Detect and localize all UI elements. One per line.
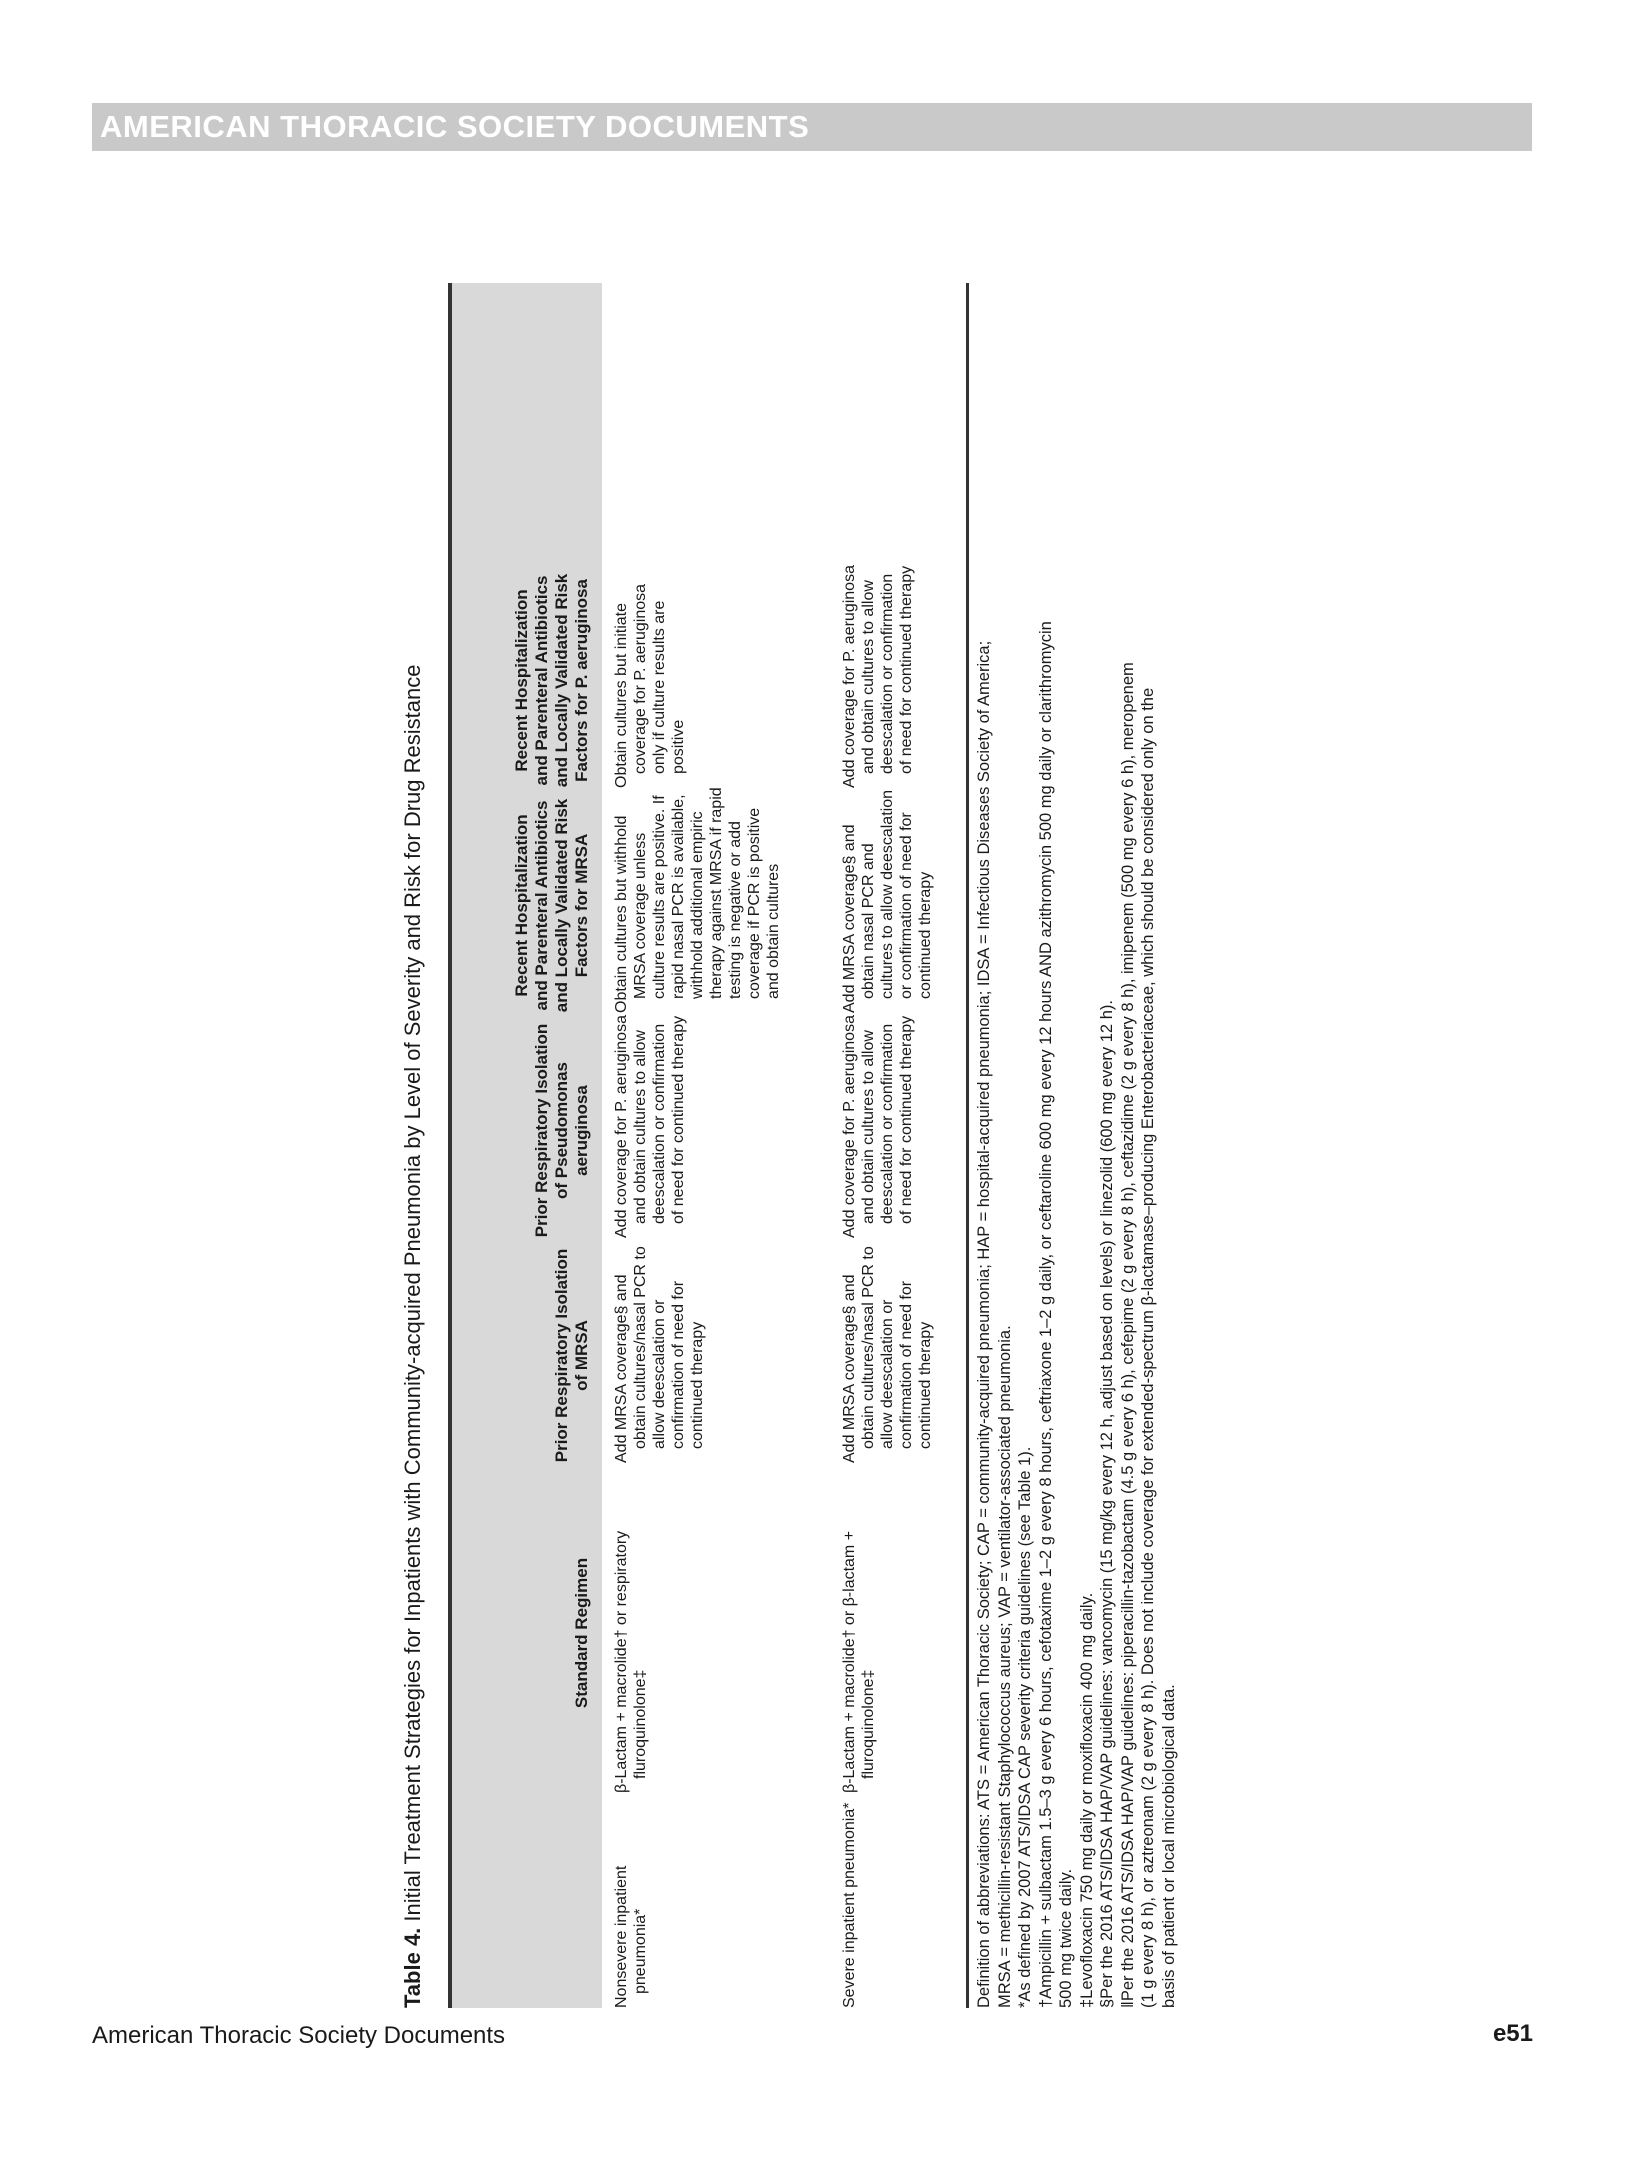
footnote: MRSA = methicillin-resistant Staphylococcus aureus; VAP = ventilator-associated pneumonia. bbox=[995, 1325, 1014, 2008]
header-standard-regimen: Standard Regimen bbox=[572, 1557, 591, 1709]
header-prior-pseudomonas: Prior Respiratory Isolation of Pseudomonas aeruginosa bbox=[532, 1023, 591, 1238]
cell-prior-mrsa: Add MRSA coverage§ and obtain cultures/nasal PCR to allow deescalation or confirmation of need for continued therapy bbox=[841, 1246, 934, 1463]
footnote: basis of patient or local microbiological data. bbox=[1159, 1684, 1178, 2008]
header-prior-mrsa: Prior Respiratory Isolation of MRSA bbox=[552, 1248, 591, 1463]
footnote: §Per the 2016 ATS/IDSA HAP/VAP guidelines: vancomycin (15 mg/kg every 12 h, adjust based on levels) or linezolid (600 mg every 12 h). bbox=[1098, 1000, 1116, 2008]
footnote: †Ampicillin + sulbactam 1.5–3 g every 6 hours, cefotaxime 1–2 g every 8 hours, ceftriaxone 1–2 g daily, or ceftaroline 600 mg every 12 hours AND azithromycin 500 mg daily or clarithromycin bbox=[1036, 621, 1055, 2008]
footnote: 500 mg twice daily. bbox=[1057, 1868, 1075, 2008]
cell-recent-mrsa: Obtain cultures but withhold MRSA coverage unless culture results are positive. If rapid nasal PCR is available, withhold additional empiric therapy against MRSA if rapid testing is negative or add coverage if PCR is positive and obtain cultures bbox=[613, 787, 782, 1013]
row-label: Nonsevere inpatient pneumonia* bbox=[613, 1865, 649, 2008]
page-number: e51 bbox=[1492, 2020, 1533, 2047]
cell-recent-mrsa: Add MRSA coverage§ and obtain nasal PCR and cultures to allow deescalation or confirmation of need for continued therapy bbox=[841, 789, 934, 1013]
header-recent-mrsa: Recent Hospitalization and Parenteral Antibiotics and Locally Validated Risk Factors for MRSA bbox=[512, 798, 591, 1013]
cell-standard: β-Lactam + macrolide† or β-lactam + fluroquinolone‡ bbox=[841, 1530, 877, 1793]
cell-prior-pseudomonas: Add coverage for P. aeruginosa and obtain cultures to allow deescalation or confirmation of need for continued therapy bbox=[841, 1015, 915, 1238]
cell-standard: β-Lactam + macrolide† or respiratory fluroquinolone‡ bbox=[613, 1530, 649, 1793]
row-label: Severe inpatient pneumonia* bbox=[841, 1802, 858, 2008]
journal-name: American Thoracic Society Documents bbox=[92, 2022, 506, 2049]
cell-prior-pseudomonas: Add coverage for P. aeruginosa and obtain cultures to allow deescalation or confirmation of need for continued therapy bbox=[613, 1015, 687, 1238]
cell-recent-pseudomonas: Add coverage for P. aeruginosa and obtain cultures to allow deescalation or confirmation of need for continued therapy bbox=[841, 565, 915, 788]
header-recent-pseudomonas: Recent Hospitalization and Parenteral Antibiotics and Locally Validated Risk Factors for P. aeruginosa bbox=[512, 573, 591, 788]
caption-text: Initial Treatment Strategies for Inpatients with Community-acquired Pneumonia by Level of Severity and Risk for Drug Resistance bbox=[400, 664, 425, 1922]
footnote: (1 g every 8 h), or aztreonam (2 g every 8 h). Does not include coverage for extended-spectrum β-lactamase–producing Enterobacteriaceae, which should be considered only on the bbox=[1139, 687, 1157, 2008]
footnote: *As defined by 2007 ATS/IDSA CAP severity criteria guidelines (see Table 1). bbox=[1016, 1446, 1034, 2008]
section-banner bbox=[92, 103, 1532, 151]
footnote: ‖Per the 2016 ATS/IDSA HAP/VAP guidelines: piperacillin-tazobactam (4.5 g every 6 h), cefepime (2 g every 8 h), ceftazidime (2 g every 8 h), imipenem (500 mg every 6 h), meropenem bbox=[1118, 662, 1137, 2008]
cell-recent-pseudomonas: Obtain cultures but initiate coverage for P. aeruginosa only if culture results are positive bbox=[613, 583, 687, 788]
rotated-table-block bbox=[400, 283, 1210, 2008]
table-bottom-rule bbox=[966, 283, 969, 2008]
table-footnotes bbox=[974, 283, 1179, 2008]
caption-label: Table 4. bbox=[400, 1927, 425, 2008]
banner-title: AMERICAN THORACIC SOCIETY DOCUMENTS bbox=[100, 109, 810, 144]
footnote: Definition of abbreviations: ATS = American Thoracic Society; CAP = community-acquired pneumonia; HAP = hospital-acquired pneumonia; IDSA = Infectious Diseases Society of America; bbox=[975, 640, 993, 2008]
footnote: ‡Levofloxacin 750 mg daily or moxifloxacin 400 mg daily. bbox=[1077, 1592, 1096, 2008]
cell-prior-mrsa: Add MRSA coverage§ and obtain cultures/nasal PCR to allow deescalation or confirmation of need for continued therapy bbox=[613, 1246, 706, 1463]
table-caption bbox=[400, 283, 426, 2008]
table-header bbox=[452, 283, 602, 2008]
